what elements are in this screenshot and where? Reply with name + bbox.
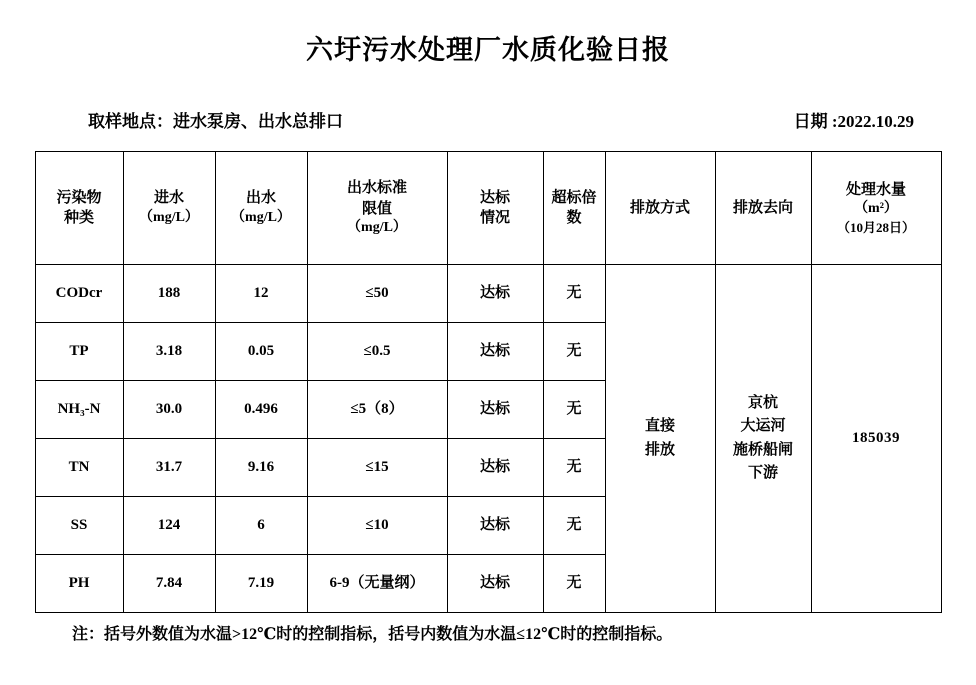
cell-effluent: 6 [215,497,307,555]
cell-influent: 31.7 [123,439,215,497]
header-discharge-mode: 排放方式 [605,152,715,265]
header-effluent-unit: （mg/L） [231,209,291,225]
header-influent-line1: 进水 [153,190,184,207]
header-pollutant-line1: 污染物 [56,189,102,206]
header-exceed-line2: 数 [566,210,582,226]
cell-discharge-destination [715,265,811,613]
header-treated-volume-unit: （m²） [854,200,898,216]
cell-effluent: 0.496 [215,381,307,439]
cell-exceed: 无 [543,265,605,323]
header-pollutant [35,152,123,265]
cell-effluent: 7.19 [215,555,307,613]
cell-treated-volume: 185039 [811,265,941,613]
cell-compliance: 达标 [447,265,543,323]
cell-pollutant: NH₃-N [35,381,123,439]
cell-influent: 30.0 [123,381,215,439]
header-effluent [215,152,307,265]
header-treated-volume-date: （10月28日） [836,219,915,235]
meta-row [0,107,976,133]
page-title: 六圩污水处理厂水质化验日报 [306,35,670,65]
header-treated-volume [811,152,941,265]
cell-exceed: 无 [543,497,605,555]
header-effluent-line1: 出水 [245,190,276,207]
header-influent-unit: （mg/L） [139,209,199,225]
table-row [35,265,941,323]
header-treated-volume-line1: 处理水量 [845,181,906,198]
header-standard-line1: 出水标准 [346,180,407,197]
cell-pollutant: TN [35,439,123,497]
discharge-mode-line1: 直接 [644,418,675,435]
destination-line4: 下游 [747,464,778,481]
cell-influent: 3.18 [123,323,215,381]
cell-compliance: 达标 [447,555,543,613]
header-pollutant-line2: 种类 [63,210,94,226]
destination-line3: 施桥船闸 [732,441,793,458]
cell-compliance: 达标 [447,497,543,555]
header-compliance-line1: 达标 [479,189,510,206]
report-date-label: 日期 :2022.10.29 [793,112,914,131]
header-compliance-line2: 情况 [479,210,510,226]
cell-pollutant: CODcr [35,265,123,323]
cell-compliance: 达标 [447,439,543,497]
cell-effluent: 0.05 [215,323,307,381]
cell-pollutant: PH [35,555,123,613]
cell-compliance: 达标 [447,381,543,439]
cell-standard: 6-9（无量纲） [307,555,447,613]
header-standard-unit: （mg/L） [347,219,407,235]
cell-exceed: 无 [543,381,605,439]
cell-pollutant: TP [35,323,123,381]
report-page [0,28,976,685]
discharge-mode-line2: 排放 [644,441,675,458]
cell-exceed: 无 [543,323,605,381]
water-quality-table [35,151,942,613]
cell-influent: 188 [123,265,215,323]
cell-standard: ≤50 [307,265,447,323]
cell-discharge-mode [605,265,715,613]
cell-standard: ≤15 [307,439,447,497]
table-header-row [35,152,941,265]
destination-line2: 大运河 [740,418,786,435]
cell-standard: ≤10 [307,497,447,555]
footnote: 注：括号外数值为水温>12℃时的控制指标，括号内数值为水温≤12℃时的控制指标。 [72,626,673,643]
cell-effluent: 9.16 [215,439,307,497]
header-compliance [447,152,543,265]
cell-influent: 124 [123,497,215,555]
cell-influent: 7.84 [123,555,215,613]
cell-standard: ≤5（8） [307,381,447,439]
header-discharge-destination: 排放去向 [715,152,811,265]
cell-effluent: 12 [215,265,307,323]
cell-pollutant: SS [35,497,123,555]
header-exceed-multiple [543,152,605,265]
cell-exceed: 无 [543,555,605,613]
header-standard-limit [307,152,447,265]
cell-compliance: 达标 [447,323,543,381]
destination-line1: 京杭 [747,395,778,411]
header-standard-line2: 限值 [361,200,392,217]
header-exceed-line1: 超标倍 [551,189,597,206]
sampling-location-label: 取样地点：进水泵房、出水总排口 [88,112,343,131]
cell-exceed: 无 [543,439,605,497]
header-influent [123,152,215,265]
cell-standard: ≤0.5 [307,323,447,381]
